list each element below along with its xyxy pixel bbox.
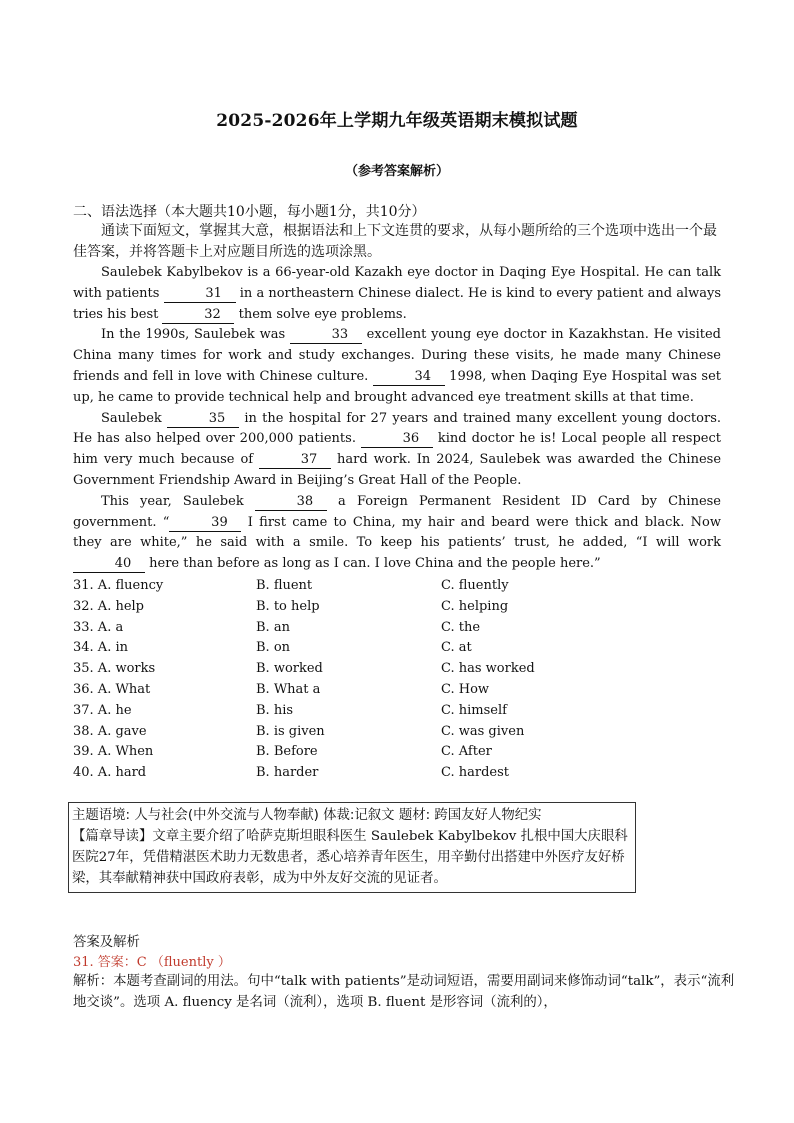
option-a: 39. A. When [73, 744, 154, 760]
theme-line: 主题语境: 人与社会(中外交流与人物奉献) 体裁:记叙文 题材: 跨国友好人物纪实 [72, 808, 542, 823]
option-a: 38. A. gave [73, 723, 147, 739]
option-b: B. his [256, 702, 294, 718]
passage-text: I first came to China, my hair and beard were thick and black. Now they are white,” he said with a smile. To keep his patients’ trust, he added, “I will work [73, 514, 721, 551]
passage-paragraph-2 [73, 325, 721, 408]
option-a: 34. A. in [73, 640, 128, 656]
option-c: C. helping [441, 598, 509, 614]
blank-40: 40 [73, 555, 145, 573]
option-b: B. on [256, 640, 291, 656]
reading-passage [73, 263, 721, 575]
passage-paragraph-1 [73, 263, 721, 325]
option-b: B. an [256, 619, 290, 635]
passage-text: Saulebek [101, 410, 168, 426]
option-c: C. How [441, 681, 490, 697]
option-b: B. is given [256, 723, 325, 739]
blank-38: 38 [255, 493, 327, 511]
option-row [73, 597, 723, 618]
page-title: 2025-2026年上学期九年级英语期末模拟试题 [216, 111, 578, 131]
passage-info-box [68, 802, 636, 893]
option-row [73, 659, 723, 680]
option-c: C. himself [441, 702, 507, 718]
passage-text: excellent young eye doctor in Kazakhstan. He visited China many times for work and study exchanges. During these visits, he made many Chinese friends and fell in love with Chinese culture. [73, 327, 721, 384]
blank-35: 35 [167, 410, 239, 428]
option-c: C. After [441, 744, 492, 760]
blank-33: 33 [290, 326, 362, 344]
passage-paragraph-3 [73, 409, 721, 492]
option-b: B. to help [256, 598, 320, 614]
passage-paragraph-4 [73, 492, 721, 575]
passage-text: here than before as long as I can. I love China and the people here.” [145, 556, 601, 572]
passage-text: kind doctor he is! Local people all respect him very much because of [73, 431, 721, 468]
option-row [73, 618, 723, 639]
passage-intro: 【篇章导读】文章主要介绍了哈萨克斯坦眼科医生 Saulebek Kabylbekov 扎根中国大庆眼科医院27年，凭借精湛医术助力无数患者，悉心培养青年医生，用辛勤付出搭建中外医疗友好桥梁，其奉献精神获中国政府表彰，成为中外友好交流的见证者。 [72, 829, 628, 886]
blank-37: 37 [259, 451, 331, 469]
option-b: B. worked [256, 661, 323, 677]
option-a: 33. A. a [73, 619, 124, 635]
option-a: 32. A. help [73, 598, 145, 614]
passage-text: hard work. In 2024, Saulebek was awarded the Chinese Government Friendship Award in Beijing’s Great Hall of the People. [73, 452, 722, 488]
option-row [73, 701, 723, 722]
passage-text: In the 1990s, Saulebek was [101, 327, 290, 343]
answer-options [73, 576, 723, 784]
option-c: C. the [441, 619, 481, 635]
explanation-31: 解析：本题考查副词的用法。句中“talk with patients”是动词短语，需要用副词来修饰动词“talk”，表示“流利地交谈”。选项 A. fluency 是名词（流利），选项 B. fluent 是形容词（流利的）， [73, 974, 735, 1010]
passage-text: a Foreign Permanent Resident ID Card by Chinese government. “ [73, 493, 721, 530]
option-row [73, 763, 723, 784]
passage-text: Saulebek Kabylbekov is a 66-year-old Kazakh eye doctor in Daqing Eye Hospital. He can talk with patients [73, 265, 721, 301]
blank-32: 32 [162, 306, 234, 324]
option-a: 31. A. fluency [73, 578, 164, 593]
passage-text: in the hospital for 27 years and trained many excellent young doctors. He has also helped over 200,000 patients. [73, 410, 721, 447]
option-a: 36. A. What [73, 681, 151, 697]
blank-34: 34 [373, 368, 445, 386]
answer-31: 31. 答案：C （fluently ） [73, 955, 231, 970]
blank-39: 39 [169, 514, 241, 532]
blank-36: 36 [361, 430, 433, 448]
passage-text: This year, Saulebek [101, 493, 255, 509]
option-c: C. has worked [441, 661, 535, 677]
option-row [73, 638, 723, 659]
option-row [73, 576, 723, 597]
option-row [73, 742, 723, 763]
option-c: C. at [441, 640, 472, 656]
option-a: 37. A. he [73, 702, 132, 718]
option-b: B. harder [256, 765, 319, 781]
section-directions: 通读下面短文，掌握其大意，根据语法和上下文连贯的要求，从每小题所给的三个选项中选出一个最佳答案，并将答题卡上对应题目所选的选项涂黑。 [73, 223, 717, 260]
option-b: B. fluent [256, 578, 313, 593]
answers-heading: 答案及解析 [73, 935, 140, 950]
passage-text: in a northeastern Chinese dialect. He is kind to every patient and always tries his best [73, 285, 722, 322]
option-b: B. Before [256, 744, 318, 760]
option-a: 40. A. hard [73, 765, 147, 781]
option-b: B. What a [256, 681, 321, 697]
passage-text: them solve eye problems. [234, 306, 407, 322]
option-a: 35. A. works [73, 661, 156, 677]
passage-text: 1998, when Daqing Eye Hospital was set up, he came to provide technical help and brought advanced eye treatment skills at that time. [73, 368, 722, 405]
page-subtitle: （参考答案解析） [344, 164, 449, 179]
section-heading: 二、语法选择（本大题共10小题，每小题1分，共10分） [73, 204, 426, 220]
option-row [73, 680, 723, 701]
option-c: C. was given [441, 723, 525, 739]
option-c: C. hardest [441, 765, 509, 781]
blank-31: 31 [164, 285, 236, 303]
option-row [73, 722, 723, 743]
option-c: C. fluently [441, 578, 509, 593]
